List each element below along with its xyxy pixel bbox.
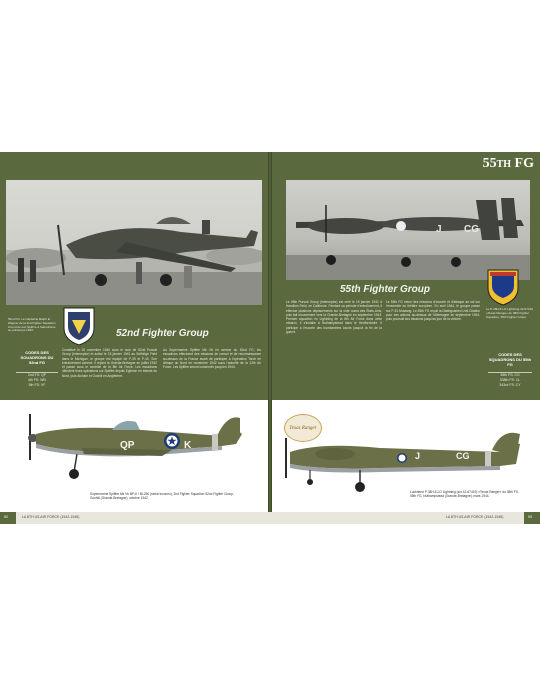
right-running-title: LA 8TH US AIR FORCE (1942-1945) — [446, 515, 504, 519]
left-codes-title: CODES DES SOUADRONS DU 52nd FG — [20, 350, 54, 365]
code-item: 4th FS: WD — [27, 377, 47, 382]
code-item: 38th FS: CG — [500, 373, 520, 377]
spitfire-profile-caption: Supermarine Spitfire Mk Vb BP-K / BL260 (serial inconnu), 2nd Fighter Squadron 52nd Fighter Group, Goxhill (Grande-Bretagne), octobre 1942. — [90, 492, 234, 500]
section-title-52nd: 52nd Fighter Group — [116, 328, 209, 339]
spitfire-photo — [6, 180, 262, 305]
right-body-column-2: Le 55th FG mène des missions d'escorte et d'attaque au sol sur l'ensemble du théâtre européen. En avril 1944, le groupe passe sur P-51 Mustang. Le 55th FG reçoit la Distinguished Unit Citation pour ses actions au-dessus de l'Allemagne en septembre 1944, puis poursuit ses missions jusqu'au jour de la victoire. — [386, 300, 480, 322]
right-photo-caption: Le P-38H-5-LO Lightning 42-67419 «Texas Ranger» du 38th Fighter Squadron, 55th Fighter Group. — [486, 307, 533, 319]
right-codes-list — [488, 372, 532, 387]
chapter-title: 55th FG — [482, 156, 534, 171]
spitfire-aircraft-letter: K — [184, 440, 192, 451]
spitfire-squadron-code: QP — [120, 440, 135, 451]
right-codes-title: CODES DES SQUADRONS DU 55th FG — [488, 352, 532, 367]
left-page-number: 92 — [4, 515, 8, 519]
section-title-55th: 55th Fighter Group — [340, 284, 430, 295]
p38-squadron-code: CG — [456, 451, 470, 461]
55th-fg-emblem — [486, 268, 520, 306]
left-codes-list — [16, 372, 58, 387]
svg-text:CG: CG — [464, 224, 479, 235]
right-body-column-1: Le 55th Pursuit Group (Interceptor) est créé le 15 janvier 1941 à Hamilton Field, en Californie. Pendant sa période d'entraînement, il effectue plusieurs déplacements sur la côte ouest des États-Unis, puis fait mouvement vers la Grande-Bretagne en septembre 1943. Premier squadron en Lightning de la 8th Air Force dans cette mission, il s'installe à Nuthampstead dans le Hertfordshire. Il participe à l'escorte des bombardiers lourds jusqu'à la fin de la guerre. — [286, 300, 382, 335]
code-item: 343rd FS: CY — [499, 382, 521, 387]
texas-ranger-nose-art: Texas Ranger — [284, 414, 322, 442]
book-gutter — [268, 152, 272, 512]
52nd-fg-emblem — [62, 306, 96, 346]
right-page-number: 93 — [528, 515, 532, 519]
footer-left-tab — [0, 512, 16, 524]
left-photo-caption: 52nd FG: Le Capitaine Ralph E. Wagner de la 2nd Fighter Squadron à bord de son Spitfire à l'aérodrome au printemps 1943. — [8, 317, 56, 333]
code-item: 2nd FS: QP — [27, 373, 47, 377]
left-body-column-1: Constitué le 20 novembre 1940 sous le nom de 52nd Pursuit Group (Interceptor) et activé le 15 janvier 1941 au Selfridge Field dans le Michigan, le groupe est équipé de P-39 et P-40. Son entraînement achevé, il rejoint la Grande-Bretagne en juillet 1942 et passe sous le contrôle de la 8th Air Force. Les escadrons débutent leurs opérations sur Spitfire depuis Eglinton en Irlande du Nord, puis Atcham et Goxhill en Angleterre. — [62, 348, 157, 378]
footer-right-tab — [524, 512, 540, 524]
code-item: 338th FS: CL — [499, 377, 521, 382]
left-body-column-2: Au Supermarine Spitfire Mk Vb en service au 52nd FG, les escadrons effectuent des missions de convoi et de reconnaissance au-dessus de la France avant de participer à l'opération Torch en Afrique du Nord en novembre 1942 sous l'autorité de la 12th Air Force. Les Spitfire seront conservés jusqu'en 1944. — [163, 348, 261, 370]
p38-lightning-photo — [286, 180, 530, 280]
p38-aircraft-letter: J — [415, 451, 421, 461]
p38-profile — [280, 430, 530, 496]
p38-profile-caption: Lockheed P-38H-5-LO Lightning (s/n 42-67419) «Texas Ranger» du 38th FS, 55th FG, Nuthampstead (Grande-Bretagne), mars 1944. — [410, 490, 519, 498]
svg-text:J: J — [436, 224, 442, 235]
left-running-title: LA 8TH US AIR FORCE (1942-1945) — [22, 515, 80, 519]
code-item: 5th FS: VF — [28, 382, 46, 387]
